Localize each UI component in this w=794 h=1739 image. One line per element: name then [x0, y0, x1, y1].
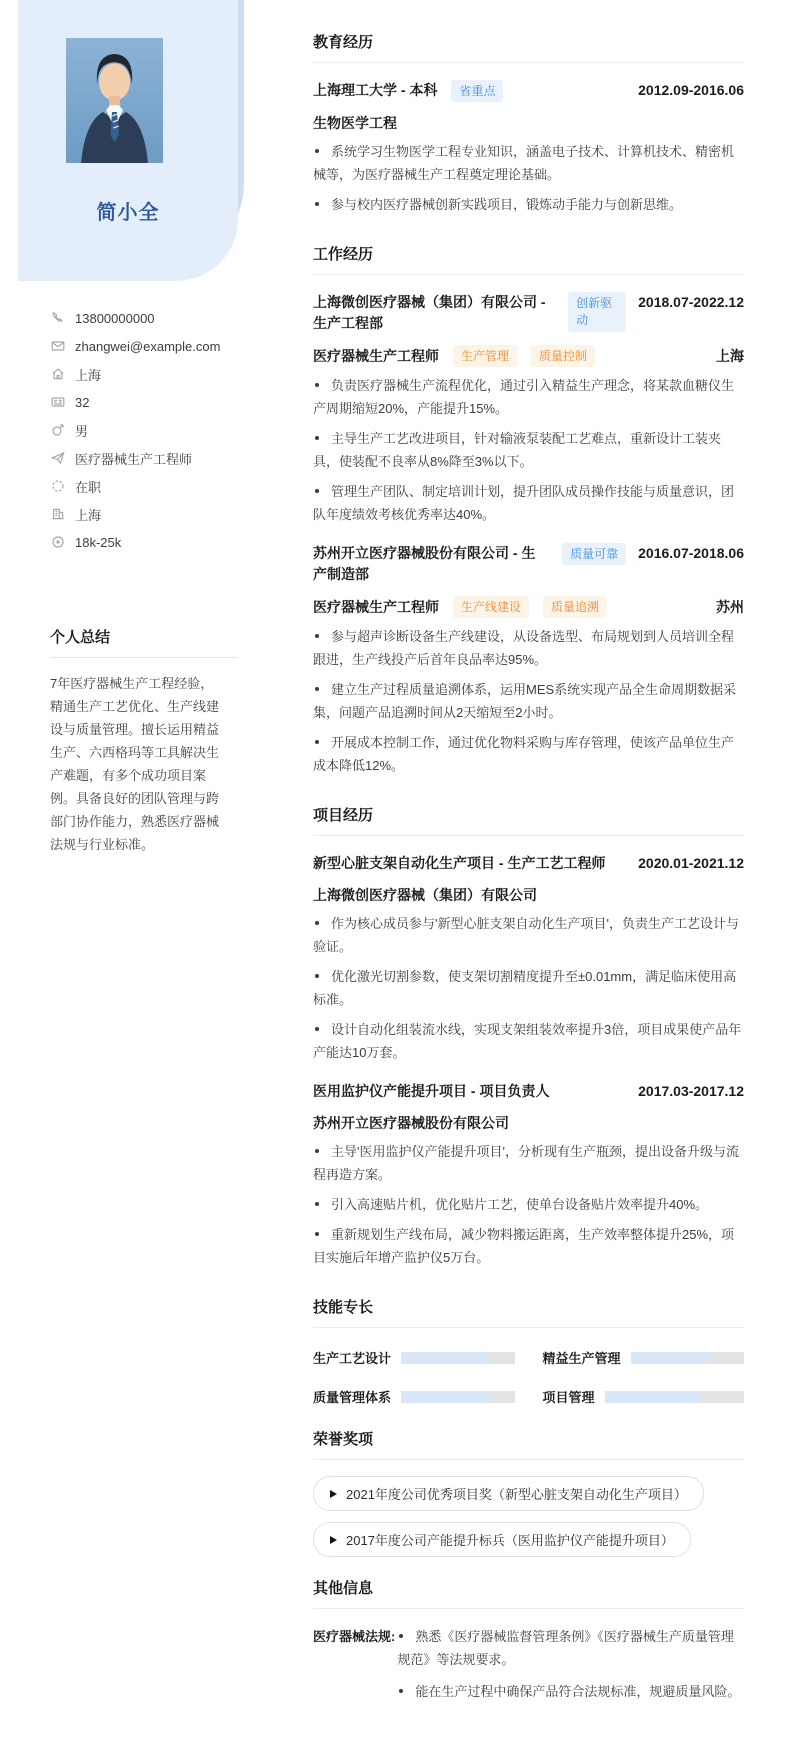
company-name: 上海微创医疗器械（集团）有限公司 - 生产工程部: [313, 294, 546, 331]
other-info-section: [313, 1577, 744, 1712]
education-bullet: 参与校内医疗器械创新实践项目，锻炼动手能力与创新思维。: [313, 193, 744, 216]
skill-item: [543, 1387, 745, 1406]
skill-bar: [631, 1352, 744, 1364]
home-icon: [50, 367, 65, 382]
project-bullet: 优化激光切割参数，使支架切割精度提升至±0.01mm，满足临床使用高标准。: [313, 965, 744, 1011]
expand-triangle-icon: [330, 1536, 337, 1544]
position-title: 医疗器械生产工程师: [313, 599, 439, 615]
skill-label: 项目管理: [542, 1390, 595, 1405]
work-location: 上海: [716, 348, 744, 364]
target-icon: [50, 535, 65, 550]
project-name: 新型心脏支架自动化生产项目 - 生产工艺工程师: [313, 855, 606, 871]
project-bullets: [313, 1140, 744, 1269]
work-bullet: 建立生产过程质量追溯体系，运用MES系统实现产品全生命周期数据采集，问题产品追溯时间从2天缩短至2小时。: [313, 678, 744, 724]
school-tag: 省重点: [451, 80, 503, 102]
contact-salary-value: 18k-25k: [75, 534, 122, 550]
honor-list: [313, 1476, 744, 1557]
work-position-row: [313, 596, 744, 618]
paper-plane-icon: [50, 451, 65, 466]
skill-bar: [605, 1391, 744, 1403]
other-info-bullet: 熟悉《医疗器械监督管理条例》《医疗器械生产质量管理规范》等法规要求。: [397, 1625, 744, 1671]
contact-gender: [50, 416, 240, 444]
honors-section: [313, 1428, 744, 1557]
work-section: [313, 243, 744, 777]
projects-section: [313, 804, 744, 1269]
contact-job-title: [50, 444, 240, 472]
skill-bar-fill: [401, 1391, 490, 1403]
project-date: 2020.01-2021.12: [638, 855, 744, 871]
expand-triangle-icon: [330, 1490, 337, 1498]
skill-label: 质量管理体系: [313, 1390, 392, 1405]
project-entry: [313, 853, 744, 1064]
personal-summary-title: 个人总结: [50, 626, 238, 658]
honor-text: 2021年度公司优秀项目奖（新型心脏支架自动化生产项目）: [346, 1487, 687, 1502]
other-info-row: [313, 1625, 744, 1712]
work-bullets: [313, 625, 744, 777]
major-name: 生物医学工程: [313, 115, 397, 131]
project-entry: [313, 1081, 744, 1269]
skill-item: [313, 1348, 515, 1367]
phone-icon: [50, 311, 65, 326]
company-tag: 创新驱动: [568, 292, 626, 332]
skills-section-title: 技能专长: [313, 1296, 744, 1328]
project-date: 2017.03-2017.12: [638, 1083, 744, 1099]
education-bullets: [313, 140, 744, 216]
education-section-title: 教育经历: [313, 31, 744, 63]
work-entry: [313, 292, 744, 526]
projects-section-title: 项目经历: [313, 804, 744, 836]
position-title: 医疗器械生产工程师: [313, 348, 439, 364]
work-entry: [313, 543, 744, 777]
work-entry-header: [313, 543, 744, 585]
gender-icon: [50, 423, 65, 438]
other-info-bullet: 能在生产过程中确保产品符合法规标准，规避质量风险。: [397, 1680, 744, 1703]
skill-bar: [401, 1391, 514, 1403]
work-bullet: 负责医疗器械生产流程优化，通过引入精益生产理念，将某款血糖仪生产周期缩短20%，产能提升15%。: [313, 374, 744, 420]
project-bullet: 引入高速贴片机，优化贴片工艺，使单台设备贴片效率提升40%。: [313, 1193, 744, 1216]
skill-bar: [401, 1352, 514, 1364]
profile-photo-image: [66, 38, 163, 163]
position-tag: 质量追溯: [543, 596, 607, 618]
contact-city: [50, 500, 240, 528]
work-entry-header: [313, 292, 744, 334]
work-bullet: 主导生产工艺改进项目，针对输液泵装配工艺难点，重新设计工装夹具，使装配不良率从8%降至3%以下。: [313, 427, 744, 473]
work-bullet: 开展成本控制工作，通过优化物料采购与库存管理，使该产品单位生产成本降低12%。: [313, 731, 744, 777]
work-bullet: 管理生产团队、制定培训计划，提升团队成员操作技能与质量意识，团队年度绩效考核优秀率达40%。: [313, 480, 744, 526]
project-company: 苏州开立医疗器械股份有限公司: [313, 1115, 509, 1131]
contact-age-value: 32: [75, 394, 90, 410]
profile-photo: [66, 38, 163, 163]
education-bullet: 系统学习生物医学工程专业知识，涵盖电子技术、计算机技术、精密机械等，为医疗器械生产工程奠定理论基础。: [313, 140, 744, 186]
contact-age: [50, 388, 240, 416]
personal-summary-text: 7年医疗器械生产工程经验，精通生产工艺优化、生产线建设与质量管理。擅长运用精益生产、六西格玛等工具解决生产难题，有多个成功项目案例。具备良好的团队管理与跨部门协作能力，熟悉医疗器械法规与行业标准。: [50, 676, 220, 852]
building-icon: [50, 507, 65, 522]
id-card-icon: [50, 395, 65, 410]
skill-bar-fill: [605, 1391, 700, 1403]
project-bullet: 设计自动化组装流水线，实现支架组装效率提升3倍，项目成果使产品年产能达10万套。: [313, 1018, 744, 1064]
sidebar: [0, 0, 256, 1456]
contact-email: [50, 332, 240, 360]
project-entry-header: [313, 853, 744, 874]
other-info-section-title: 其他信息: [313, 1577, 744, 1609]
project-bullet: 作为核心成员参与'新型心脏支架自动化生产项目'，负责生产工艺设计与验证。: [313, 912, 744, 958]
work-date: 2016.07-2018.06: [638, 545, 744, 561]
skill-bar-fill: [401, 1352, 487, 1364]
education-date: 2012.09-2016.06: [638, 82, 744, 98]
personal-summary-section: [50, 626, 238, 856]
contact-list: [50, 304, 240, 556]
candidate-name: 简小全: [96, 202, 160, 224]
main-content: [313, 0, 744, 1739]
work-date: 2018.07-2022.12: [638, 294, 744, 310]
contact-salary: [50, 528, 240, 556]
position-tag: 生产线建设: [453, 596, 529, 618]
contact-city-value: 上海: [75, 507, 102, 523]
project-bullet: 主导'医用监护仪产能提升项目'，分析现有生产瓶颈，提出设备升级与流程再造方案。: [313, 1140, 744, 1186]
skill-label: 精益生产管理: [542, 1351, 621, 1366]
project-entry-header: [313, 1081, 744, 1102]
education-entry-header: [313, 80, 744, 102]
contact-location: [50, 360, 240, 388]
project-bullet: 重新规划生产线布局，减少物料搬运距离，生产效率整体提升25%，项目实施后年增产监护仪5万台。: [313, 1223, 744, 1269]
contact-status: [50, 472, 240, 500]
project-company: 上海微创医疗器械（集团）有限公司: [313, 887, 537, 903]
other-info-label: 医疗器械法规:: [313, 1629, 396, 1644]
contact-status-value: 在职: [75, 479, 102, 495]
project-name: 医用监护仪产能提升项目 - 项目负责人: [313, 1083, 550, 1099]
school-name: 上海理工大学 - 本科: [313, 82, 438, 98]
contact-email-value: zhangwei@example.com: [75, 338, 221, 354]
skill-bar-fill: [631, 1352, 710, 1364]
company-tag: 质量可靠: [562, 543, 626, 565]
email-icon: [50, 339, 65, 354]
work-section-title: 工作经历: [313, 243, 744, 275]
company-name: 苏州开立医疗器械股份有限公司 - 生产制造部: [313, 545, 536, 582]
position-tag: 质量控制: [531, 345, 595, 367]
skill-item: [543, 1348, 745, 1367]
skill-item: [313, 1387, 515, 1406]
project-bullets: [313, 912, 744, 1064]
contact-gender-value: 男: [75, 423, 89, 439]
skill-label: 生产工艺设计: [313, 1351, 392, 1366]
status-icon: [50, 479, 65, 494]
contact-phone: [50, 304, 240, 332]
honor-pill[interactable]: [313, 1476, 704, 1511]
skills-section: [313, 1296, 744, 1406]
honor-text: 2017年度公司产能提升标兵（医用监护仪产能提升项目）: [346, 1533, 674, 1548]
other-info-bullets: [397, 1625, 744, 1712]
honor-pill[interactable]: [313, 1522, 691, 1557]
work-position-row: [313, 345, 744, 367]
contact-location-value: 上海: [75, 367, 102, 383]
education-section: [313, 31, 744, 216]
position-tag: 生产管理: [453, 345, 517, 367]
work-bullets: [313, 374, 744, 526]
honors-section-title: 荣誉奖项: [313, 1428, 744, 1460]
contact-phone-value: 13800000000: [75, 310, 155, 326]
work-bullet: 参与超声诊断设备生产线建设，从设备选型、布局规划到人员培训全程跟进，生产线投产后首年良品率达95%。: [313, 625, 744, 671]
skills-grid: [313, 1348, 744, 1406]
work-location: 苏州: [716, 599, 744, 615]
contact-job-title-value: 医疗器械生产工程师: [75, 451, 193, 467]
